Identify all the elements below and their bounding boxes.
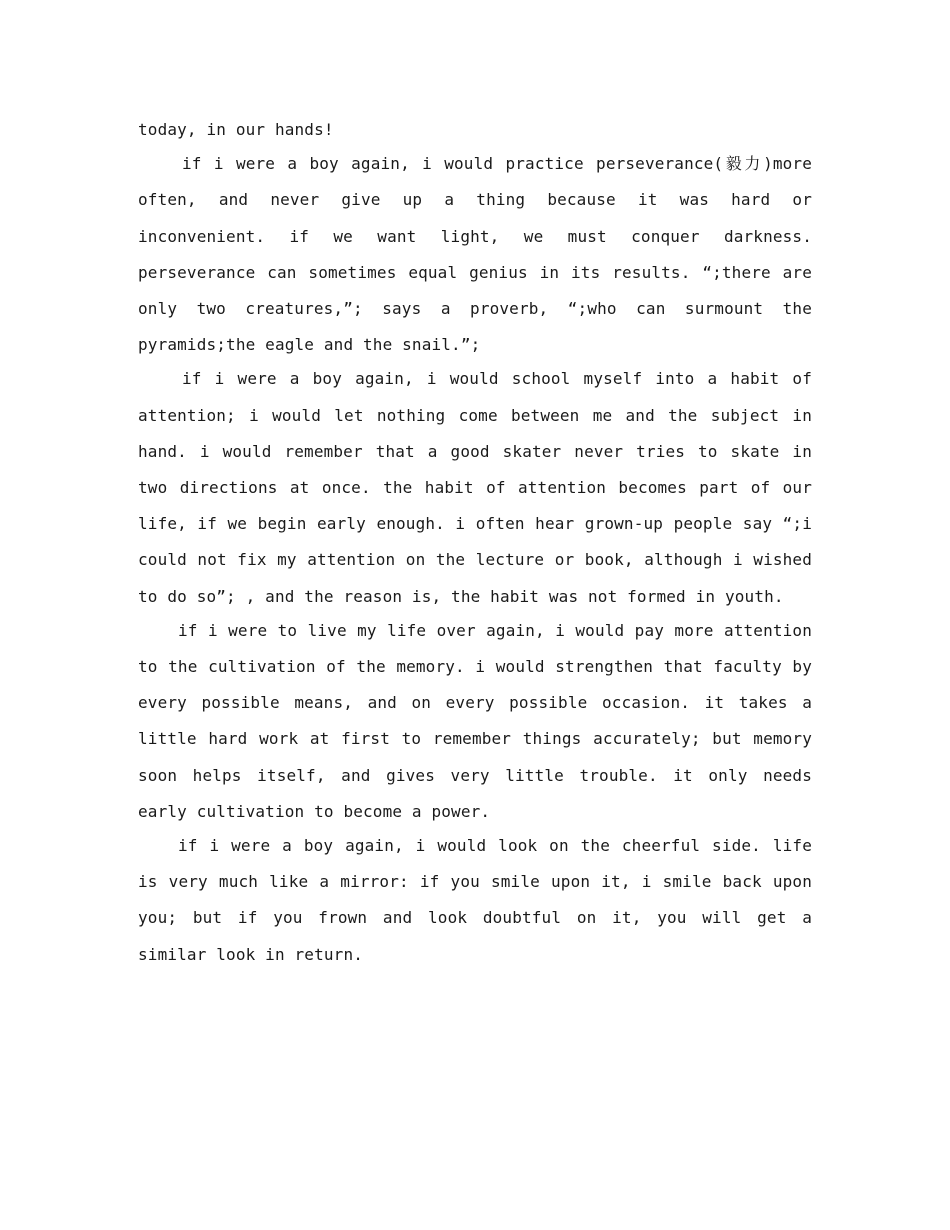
document-page (138, 112, 812, 973)
paragraph-continuation: today, in our hands! (138, 120, 334, 139)
paragraph-attention: if i were a boy again, i would school myself into a habit of attention; i would let nothing come between me and the subject in hand. i would remember that a good skater never tries to skate in two directions at once. the habit of attention becomes part of our life, if we begin early enough. i often hear grown-up people say “;i could not fix my attention on the lecture or book, although i wished to do so”; , and the reason is, the habit was not formed in youth. (138, 369, 812, 606)
paragraph-perseverance: if i were a boy again, i would practice perseverance(毅力)more often, and never give up a thing because it was hard or inconvenient. if we want light, we must conquer darkness. perseverance can sometimes equal genius in its results. “;there are only two creatures,”; says a proverb, “;who can surmount the pyramids;the eagle and the snail.”; (138, 154, 812, 355)
paragraph-cheerful-side: if i were a boy again, i would look on the cheerful side. life is very much like a mirror: if you smile upon it, i smile back upon you; but if you frown and look doubtful on it, you will get a similar look in return. (138, 836, 812, 964)
paragraph-memory: if i were to live my life over again, i would pay more attention to the cultivation of the memory. i would strengthen that faculty by every possible means, and on every possible occasion. it takes a little hard work at first to remember things accurately; but memory soon helps itself, and gives very little trouble. it only needs early cultivation to become a power. (138, 620, 812, 821)
